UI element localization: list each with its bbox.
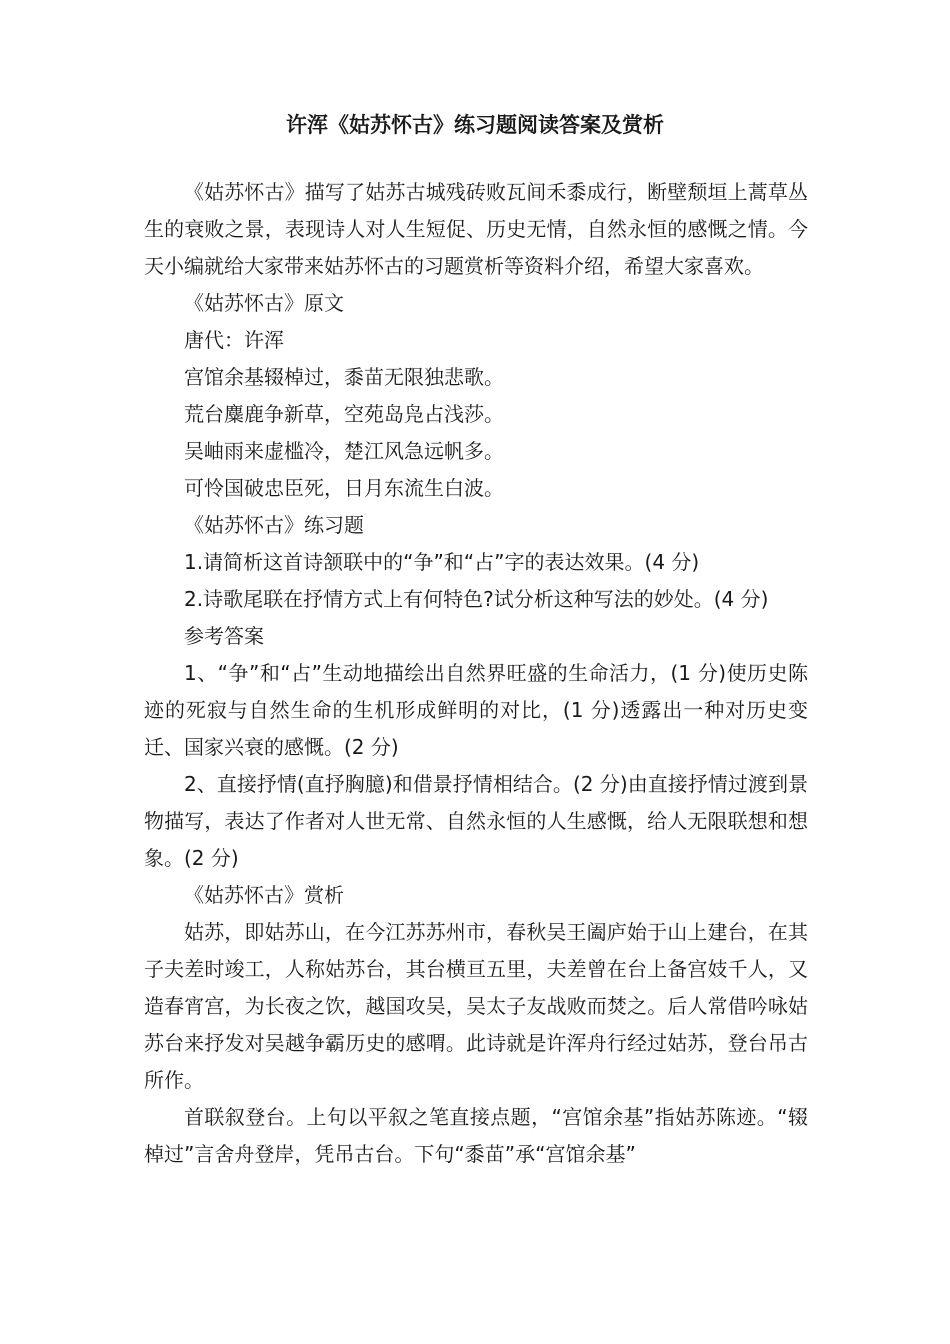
exercise-question: 2.诗歌尾联在抒情方式上有何特色?试分析这种写法的妙处。(4 分): [184, 587, 769, 611]
document-body: [144, 174, 808, 1173]
exercise-question: 1.请简析这首诗颔联中的“争”和“占”字的表达效果。(4 分): [184, 550, 700, 574]
section-heading-appreciation: 《姑苏怀古》赏析: [184, 883, 344, 907]
poem-line: 吴岫雨来虚槛冷，楚江风急远帆多。: [184, 439, 504, 463]
section-heading-exercises: 《姑苏怀古》练习题: [184, 513, 364, 537]
section-heading-original: 《姑苏怀古》原文: [184, 291, 344, 315]
answer-paragraph: 2、直接抒情(直抒胸臆)和借景抒情相结合。(2 分)由直接抒情过渡到景物描写，表达了作者对人世无常、自然永恒的人生感慨，给人无限联想和想象。(2 分): [144, 772, 808, 870]
poem-line: 荒台麋鹿争新草，空苑岛凫占浅莎。: [184, 402, 504, 426]
poem-line: 宫馆余基辍棹过，黍苗无限独悲歌。: [184, 365, 504, 389]
appreciation-paragraph: 姑苏，即姑苏山，在今江苏苏州市，春秋吴王阖庐始于山上建台，在其子夫差时竣工，人称姑苏台，其台横亘五里，夫差曾在台上备宫妓千人，又造春宵宫，为长夜之饮，越国攻吴，吴太子友战败而焚之。后人常借吟咏姑苏台来抒发对吴越争霸历史的感喟。此诗就是许浑舟行经过姑苏，登台吊古所作。: [144, 920, 808, 1092]
appreciation-paragraph: 首联叙登台。上句以平叙之笔直接点题，“宫馆余基”指姑苏陈迹。“辍棹过”言舍舟登岸，凭吊古台。下句“黍苗”承“宫馆余基”: [144, 1105, 808, 1166]
intro-paragraph: 《姑苏怀古》描写了姑苏古城残砖败瓦间禾黍成行，断壁颓垣上蒿草丛生的衰败之景，表现诗人对人生短促、历史无情，自然永恒的感慨之情。今天小编就给大家带来姑苏怀古的习题赏析等资料介绍，希望大家喜欢。: [144, 180, 808, 278]
section-heading-answers: 参考答案: [184, 624, 264, 648]
poem-line: 可怜国破忠臣死，日月东流生白波。: [184, 476, 504, 500]
poem-author: 唐代：许浑: [184, 328, 284, 352]
answer-paragraph: 1、“争”和“占”生动地描绘出自然界旺盛的生命活力，(1 分)使历史陈迹的死寂与自然生命的生机形成鲜明的对比，(1 分)透露出一种对历史变迁、国家兴衰的感慨。(2 分): [144, 661, 808, 759]
document-title: 许浑《姑苏怀古》练习题阅读答案及赏析: [286, 113, 664, 137]
